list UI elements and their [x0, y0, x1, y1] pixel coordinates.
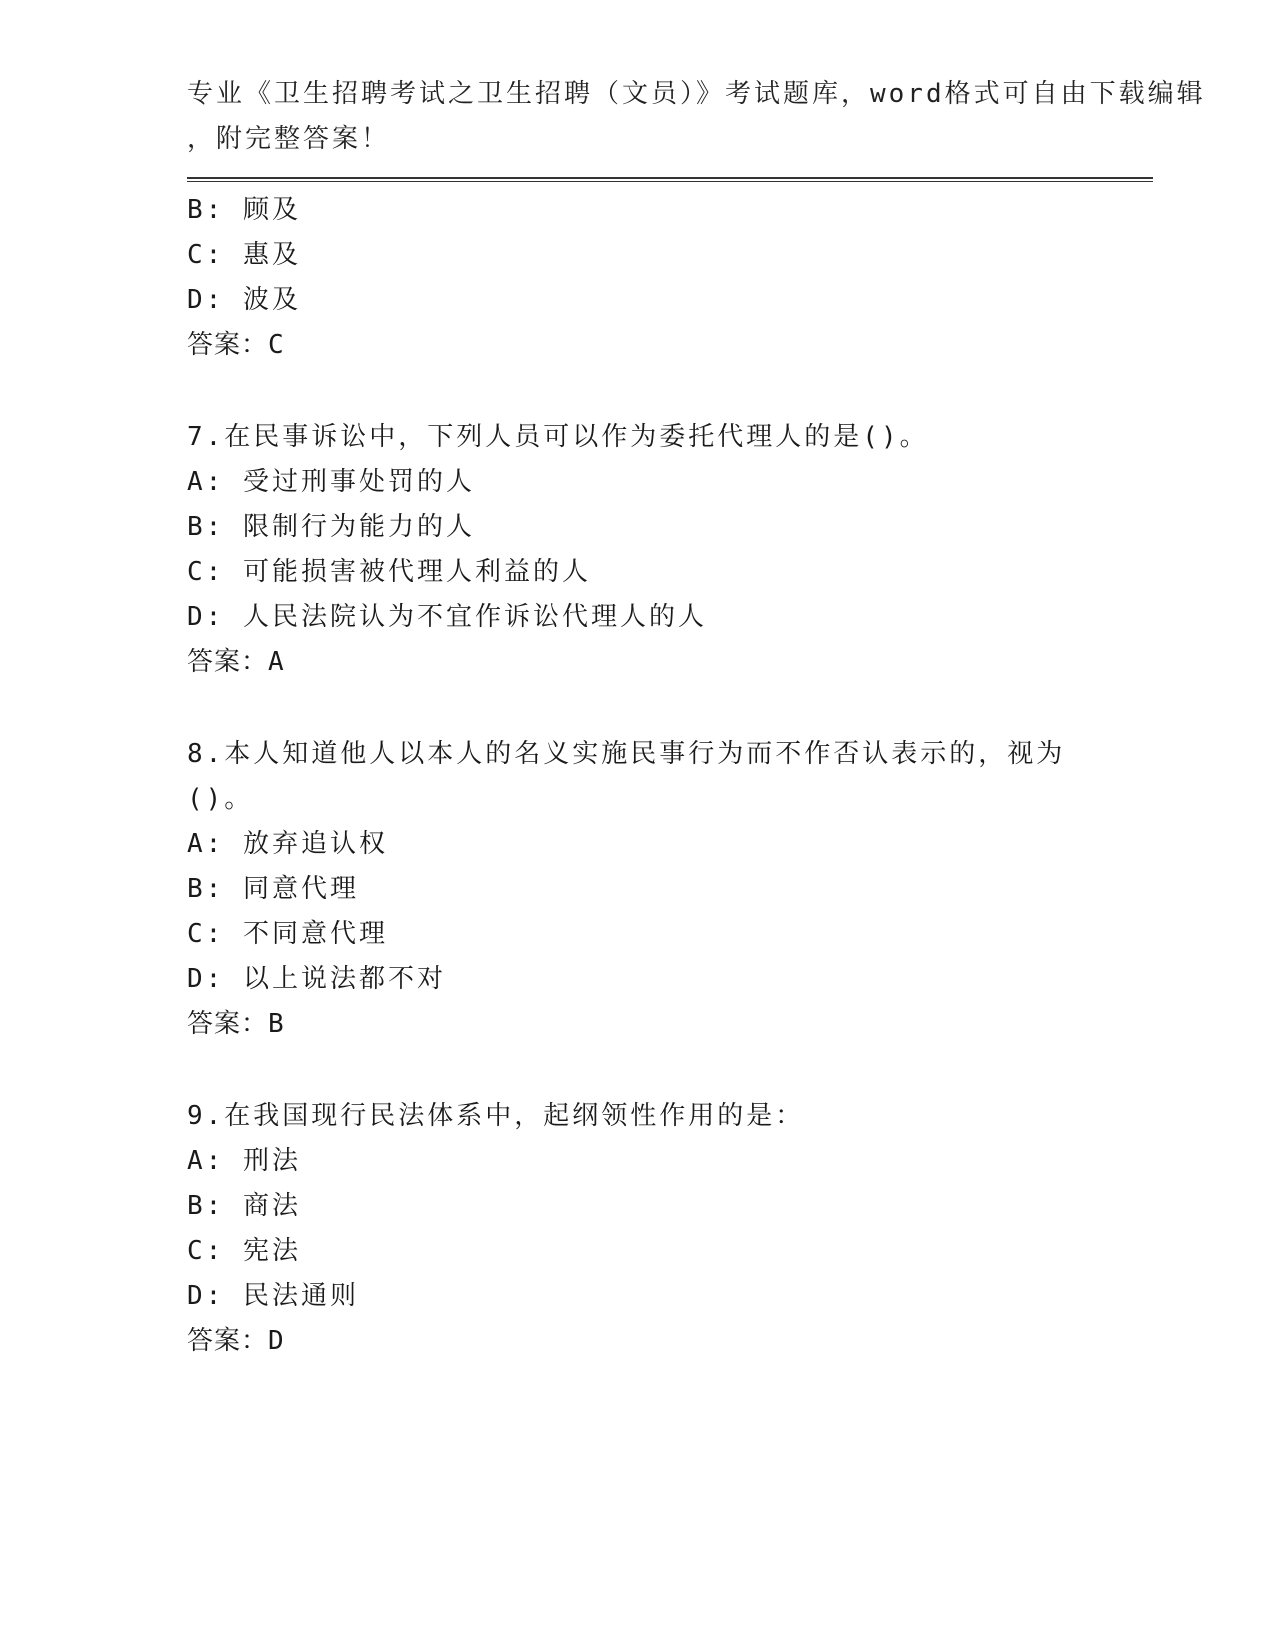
option-c	[187, 550, 1087, 595]
option-text: 人民法院认为不宜作诉讼代理人的人	[242, 602, 707, 632]
option-label: B:	[187, 195, 225, 225]
question-6-tail	[187, 188, 1087, 368]
option-text: 刑法	[242, 1146, 301, 1176]
answer-label: 答案：	[187, 1009, 269, 1039]
answer-line	[187, 640, 1087, 685]
option-label: A:	[187, 467, 225, 497]
option-text: 放弃追认权	[242, 829, 388, 859]
option-text: 民法通则	[242, 1281, 359, 1311]
question-stem: 7.在民事诉讼中，下列人员可以作为委托代理人的是()。	[187, 422, 929, 452]
option-a	[187, 1139, 1087, 1184]
option-text: 波及	[242, 285, 301, 315]
option-label: D:	[187, 964, 225, 994]
option-text: 惠及	[242, 240, 301, 270]
option-text: 不同意代理	[242, 919, 388, 949]
question-stem-line-1: 8.本人知道他人以本人的名义实施民事行为而不作否认表示的，视为	[187, 739, 1066, 769]
option-text: 可能损害被代理人利益的人	[242, 557, 591, 587]
answer-line	[187, 323, 1087, 368]
answer-label: 答案：	[187, 1326, 269, 1356]
option-label: C:	[187, 557, 225, 587]
option-label: A:	[187, 1146, 225, 1176]
option-text: 同意代理	[242, 874, 359, 904]
option-d	[187, 957, 1087, 1002]
option-label: A:	[187, 829, 225, 859]
option-text: 宪法	[242, 1236, 301, 1266]
option-label: C:	[187, 1236, 225, 1266]
option-d	[187, 595, 1087, 640]
header-divider-bottom	[187, 181, 1153, 182]
option-label: D:	[187, 285, 225, 315]
option-label: C:	[187, 240, 225, 270]
question-stem-line-2: ()。	[187, 784, 254, 814]
question-7	[187, 415, 1087, 685]
answer-line	[187, 1319, 1087, 1364]
option-label: D:	[187, 602, 225, 632]
option-b	[187, 188, 1087, 233]
question-9	[187, 1094, 1087, 1364]
answer-line	[187, 1002, 1087, 1047]
option-c	[187, 912, 1087, 957]
option-d	[187, 278, 1087, 323]
header-line-1: 专业《卫生招聘考试之卫生招聘（文员）》考试题库，word格式可自由下载编辑	[187, 79, 1206, 109]
option-text: 以上说法都不对	[242, 964, 446, 994]
option-label: B:	[187, 1191, 225, 1221]
option-a	[187, 460, 1087, 505]
option-b	[187, 1184, 1087, 1229]
header-line-2: ，附完整答案！	[187, 124, 391, 154]
option-a	[187, 822, 1087, 867]
option-text: 顾及	[242, 195, 301, 225]
option-c	[187, 1229, 1087, 1274]
option-text: 商法	[242, 1191, 301, 1221]
answer-label: 答案：	[187, 330, 269, 360]
option-b	[187, 505, 1087, 550]
answer-value: A	[268, 647, 285, 677]
option-text: 受过刑事处罚的人	[242, 467, 475, 497]
option-d	[187, 1274, 1087, 1319]
option-label: B:	[187, 874, 225, 904]
option-label: D:	[187, 1281, 225, 1311]
option-b	[187, 867, 1087, 912]
option-c	[187, 233, 1087, 278]
option-label: C:	[187, 919, 225, 949]
page-header	[187, 72, 1206, 162]
question-8	[187, 732, 1087, 1047]
answer-label: 答案：	[187, 647, 269, 677]
option-text: 限制行为能力的人	[242, 512, 475, 542]
question-stem: 9.在我国现行民法体系中，起纲领性作用的是：	[187, 1101, 805, 1131]
answer-value: C	[268, 330, 285, 360]
answer-value: B	[268, 1009, 285, 1039]
option-label: B:	[187, 512, 225, 542]
question-list	[187, 188, 1087, 1364]
header-divider-top	[187, 177, 1153, 179]
answer-value: D	[268, 1326, 285, 1356]
